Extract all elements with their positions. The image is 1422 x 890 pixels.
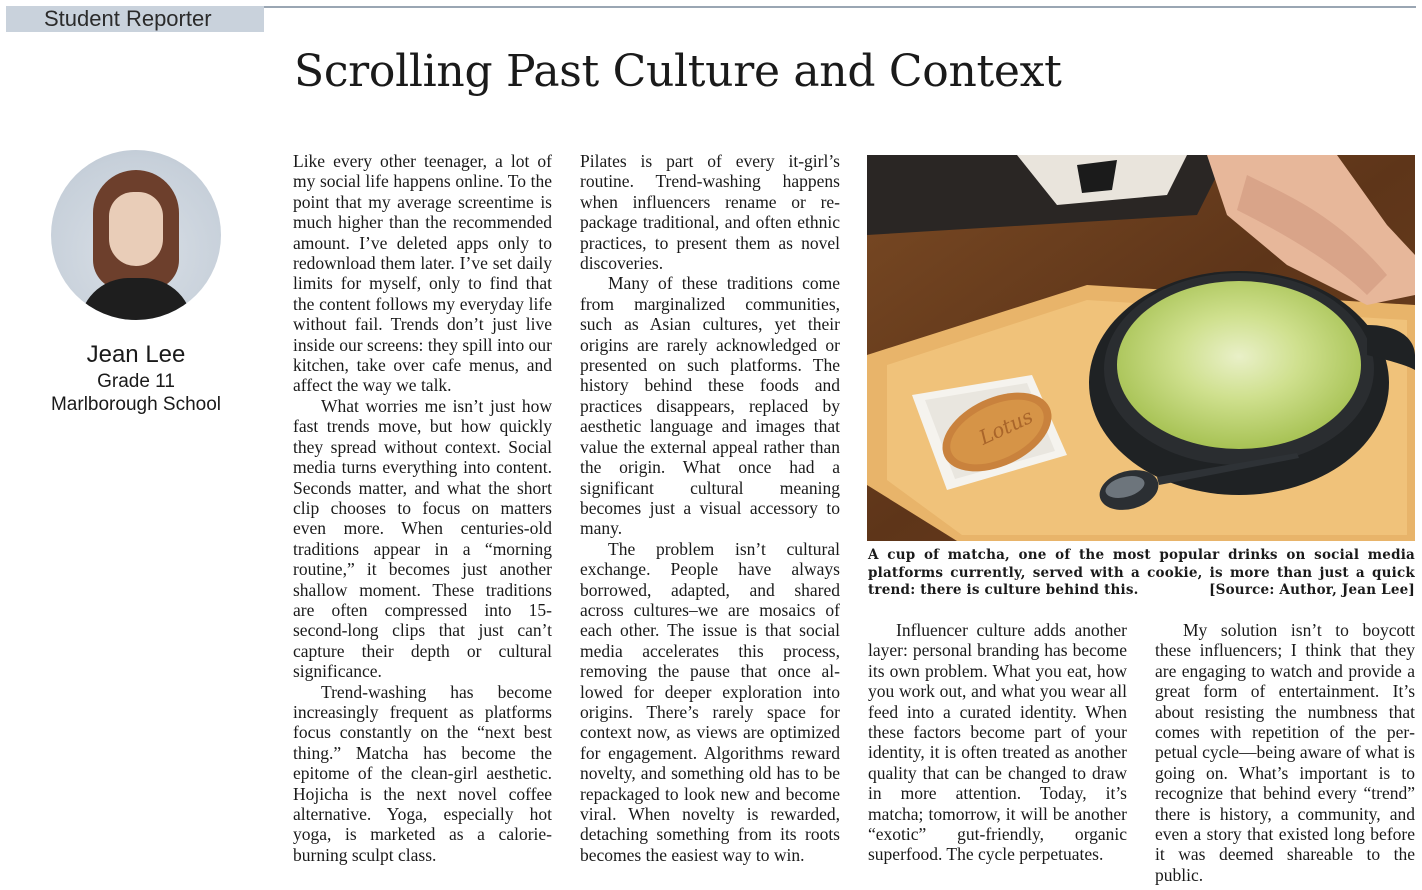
author-school: Marlborough School xyxy=(50,394,222,415)
photo-source: [Source: Author, Jean Lee] xyxy=(1209,582,1415,599)
article-photo xyxy=(867,155,1415,541)
cookie-label: Lotus xyxy=(975,403,1037,450)
photo-caption xyxy=(868,547,1415,600)
article-column-1 xyxy=(293,151,552,865)
paragraph: Influencer culture adds another layer: personal branding has become its own problem. What you eat, how you work out, and what you wear all feed into a curated identity. When these factors become part of your identity, it is often treated as another quality that can be changed to draw in more attention. Today, it’s matcha; tomorrow, it will be another “exotic” gut-friendly, organic superfood. The cycle perpetuates. xyxy=(868,620,1127,865)
paragraph: My solution isn’t to boycott these influencers; I think that they are engaging to watch and provide a great form of entertainment. It’s about resisting the numbness that comes with repetition of the perpetual cycle—being aware of what is going on. What’s important is to recognize that behind every “trend” there is history, a community, and even a story that existed long before it was deemed shareable to the public. xyxy=(1155,620,1415,885)
article-column-2 xyxy=(580,151,840,865)
paragraph: Many of these traditions come from marginalized communities, such as Asian cultures, yet their origins are rarely acknowledged or presented on such platforms. The history behind these foods and practices disappears, replaced by aesthetic language and images that value the external appeal rather than the origin. What once had a significant cultural meaning becomes just a visual accessory to many. xyxy=(580,273,840,539)
paragraph: Pilates is part of every it-girl’s routine. Trend-washing happens when influencers rename or repackage traditional, and often ethnic practices, to present them as novel discoveries. xyxy=(580,151,840,274)
header-rule xyxy=(262,6,1416,8)
article-headline: Scrolling Past Culture and Context xyxy=(294,46,1062,97)
section-label: Student Reporter xyxy=(6,6,264,32)
author-grade: Grade 11 xyxy=(97,371,175,392)
author-box xyxy=(20,150,252,416)
paragraph: Like every other teenager, a lot of my social life happens online. To the point that my average screentime is much higher than the recommended amount. I’ve deleted apps only to redownload them later. I’ve set daily limits for myself, only to find that the content follows my everyday life without fail. Trends don’t just live inside our screens: they spill into our kitchen, take over cafe menus, and affect the way we talk. xyxy=(293,151,552,396)
article-column-3 xyxy=(868,620,1127,865)
author-avatar xyxy=(51,150,221,320)
author-name: Jean Lee xyxy=(86,341,186,368)
paragraph: Trend-washing has become increasingly frequent as platforms focus constantly on the “next best thing.” Matcha has become the epitome of the clean-girl aesthetic. Hojicha is the next novel coffee alternative. Yoga, especially hot yoga, is marketed as a calorie-burning sculpt class. xyxy=(293,681,552,865)
paragraph: The problem isn’t cultural exchange. People have always borrowed, adapted, and shared across cultures–we are mosaics of each other. The issue is that social media accelerates this process, removing the pause that once allowed for deeper exploration into origins. There’s rarely space for context now, as views are optimized for engagement. Algorithms reward novelty, and something old has to be repackaged to look new and become viral. When novelty is rewarded, detaching something from its roots becomes the easiest way to win. xyxy=(580,538,840,865)
paragraph: What worries me isn’t just how fast trends move, but how quickly they spread without context. Social media turns everything into content. Seconds matter, and what the short clip chooses to focus on matters even more. When centuries-old traditions appear in a “morning routine,” it becomes just another shallow moment. These traditions are often compressed into 15-second-long clips that just can’t capture their depth or cultural significance. xyxy=(293,395,552,682)
article-column-4 xyxy=(1155,620,1415,885)
caption-text: A cup of matcha, one of the most popular drinks on social media platforms currently, served with a cookie, is more than just a quick trend: there is culture behind this. xyxy=(868,547,1415,599)
